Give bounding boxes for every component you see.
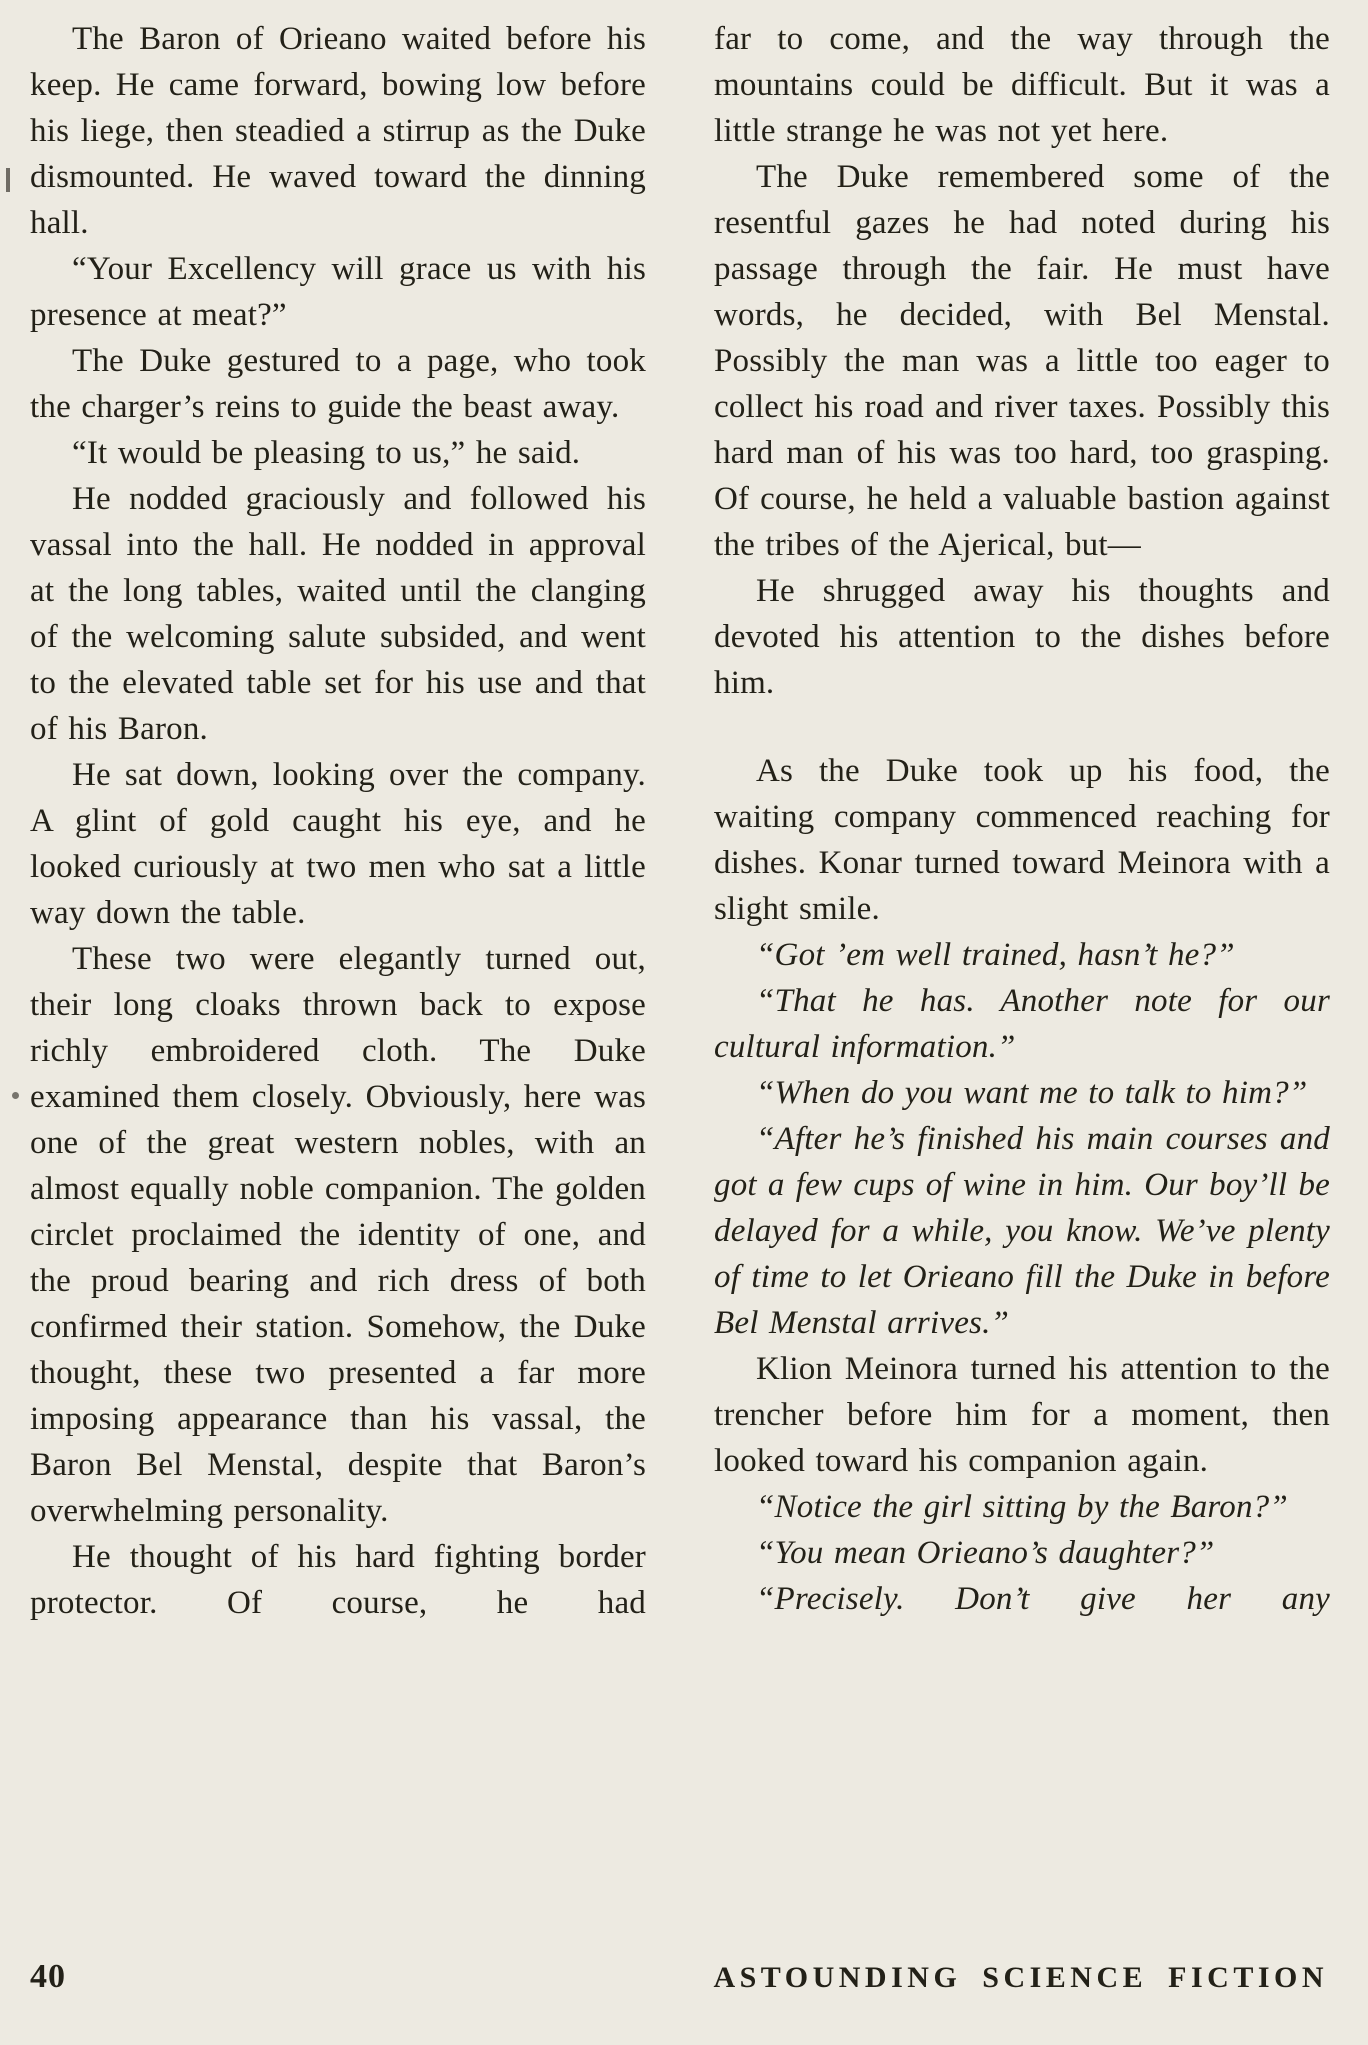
scan-artifact-mark: [6, 168, 10, 192]
paragraph-dialogue: “Notice the girl sitting by the Baron?”: [756, 1489, 1288, 1525]
paragraph-dialogue: “Precisely. Don’t give her any: [756, 1581, 1330, 1617]
paragraph: “Your Excellency will grace us with his presence at meat?”: [30, 251, 646, 333]
paragraph-dialogue: “After he’s finished his main courses and got a few cups of wine in him. Our boy’ll be delayed for a while, you know. We’ve plenty of time to let Orieano fill the Duke in before Bel Menstal arrives.”: [714, 1121, 1330, 1341]
magazine-title: ASTOUNDING SCIENCE FICTION: [713, 1961, 1328, 1994]
paragraph: “It would be pleasing to us,” he said.: [72, 435, 581, 471]
paragraph: The Duke remembered some of the resentful gazes he had noted during his passage through the fair. He must have words, he decided, with Bel Menstal. Possibly the man was a little too eager to collect his road and river taxes. Possibly this hard man of his was too hard, too grasping. Of course, he held a valuable bastion against the tribes of the Ajerical, but—: [714, 159, 1330, 563]
paragraph: far to come, and the way through the mountains could be difficult. But it was a little strange he was not yet here.: [714, 21, 1330, 149]
paragraph: Klion Meinora turned his attention to the trencher before him for a moment, then looked toward his companion again.: [714, 1351, 1330, 1479]
page-number: 40: [30, 1958, 66, 1995]
paragraph: The Baron of Orieano waited before his keep. He came forward, bowing low before his liege, then steadied a stirrup as the Duke dismounted. He waved toward the dinning hall.: [30, 21, 646, 241]
paragraph-dialogue: “You mean Orieano’s daughter?”: [756, 1535, 1215, 1571]
page-footer: [30, 1958, 1328, 1996]
paragraph-dialogue: “Got ’em well trained, hasn’t he?”: [756, 937, 1235, 973]
paragraph-dialogue: “That he has. Another note for our cultural information.”: [714, 983, 1330, 1065]
paragraph: The Duke gestured to a page, who took the charger’s reins to guide the beast away.: [30, 343, 646, 425]
paragraph: These two were elegantly turned out, their long cloaks thrown back to expose richly embroidered cloth. The Duke examined them closely. Obviously, here was one of the great western nobles, with an almost equally noble companion. The golden circlet proclaimed the identity of one, and the proud bearing and rich dress of both confirmed their station. Somehow, the Duke thought, these two presented a far more imposing appearance than his vassal, the Baron Bel Menstal, despite that Baron’s overwhelming personality.: [30, 941, 646, 1529]
left-column: [30, 16, 646, 1626]
paragraph: He nodded graciously and followed his vassal into the hall. He nodded in approval at the long tables, waited until the clanging of the welcoming salute subsided, and went to the elevated table set for his use and that of his Baron.: [30, 481, 646, 747]
scan-artifact-mark: [12, 1092, 19, 1099]
paragraph: He sat down, looking over the company. A glint of gold caught his eye, and he looked curiously at two men who sat a little way down the table.: [30, 757, 646, 931]
text-columns: [30, 16, 1330, 1626]
paragraph: He thought of his hard fighting border protector. Of course, he had: [30, 1539, 646, 1621]
paragraph-dialogue: “When do you want me to talk to him?”: [756, 1075, 1308, 1111]
right-column: [714, 16, 1330, 1626]
paragraph: As the Duke took up his food, the waiting company commenced reaching for dishes. Konar turned toward Meinora with a slight smile.: [714, 753, 1330, 927]
paragraph: He shrugged away his thoughts and devoted his attention to the dishes before him.: [714, 573, 1330, 701]
